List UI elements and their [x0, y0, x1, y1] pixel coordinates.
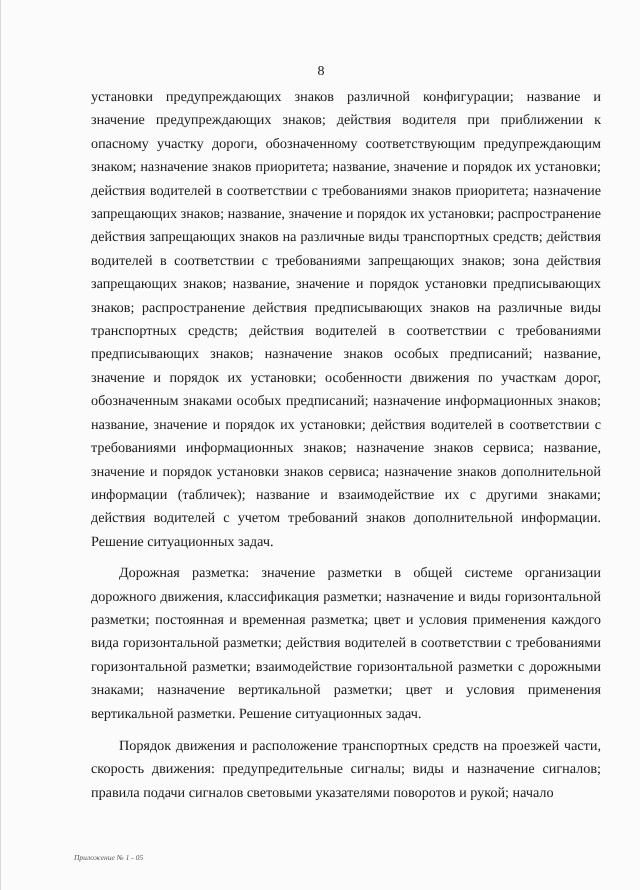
paragraph-road-signs: установки предупреждающих знаков различной конфигурации; название и значение предупреждающих знаков; действия водителя при приближении к опасному участку дороги, обозначенному соответствующим предупреждающим знаком; назначение знаков приоритета; название, значение и порядок их установки; действия водителей в соответствии с требованиями знаков приоритета; назначение запрещающих знаков; название, значение и порядок их установки; распространение действия запрещающих знаков на различные виды транспортных средств; действия водителей в соответствии с требованиями запрещающих знаков; зона действия запрещающих знаков; название, значение и порядок установки предписывающих знаков; распространение действия предписывающих знаков на различные виды транспортных средств; действия водителей в соответствии с требованиями предписывающих знаков; назначение знаков особых предписаний; название, значение и порядок их установки; особенности движения по участкам дорог, обозначенным знаками особых предписаний; назначение информационных знаков; название, значение и порядок их установки; действия водителей в соответствии с требованиями информационных знаков; назначение знаков сервиса; название, значение и порядок установки знаков сервиса; назначение знаков дополнительной информации (табличек); название и взаимодействие их с другими знаками; действия водителей с учетом требований знаков дополнительной информации. Решение ситуационных задач.	[91, 89, 601, 550]
page-footer: Приложение № 1 - 05	[74, 853, 144, 862]
paragraph-traffic-order: Порядок движения и расположение транспортных средств на проезжей части, скорость движения: предупредительные сигналы; виды и назначение сигналов; правила подачи сигналов световыми указателями поворотов и рукой; начало	[91, 737, 601, 801]
page-number: 8	[317, 64, 325, 79]
paragraph-road-markings: Дорожная разметка: значение разметки в общей системе организации дорожного движения, классификация разметки; назначение и виды горизонтальной разметки; постоянная и временная разметка; цвет и условия применения каждого вида горизонтальной разметки; действия водителей в соответствии с требованиями горизонтальной разметки; взаимодействие горизонтальной разметки с дорожными знаками; назначение вертикальной разметки; цвет и условия применения вертикальной разметки. Решение ситуационных задач.	[91, 565, 601, 722]
document-body	[91, 86, 601, 805]
